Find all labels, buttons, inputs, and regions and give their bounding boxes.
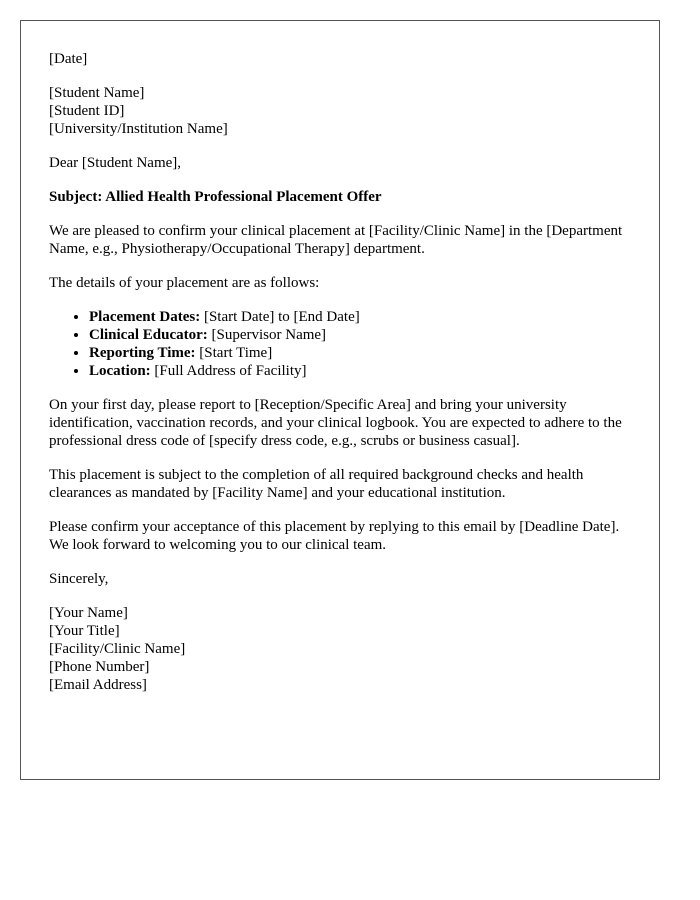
detail-label: Location:: [89, 363, 151, 379]
recipient-block: [49, 84, 631, 138]
intro-paragraph: We are pleased to confirm your clinical placement at [Facility/Clinic Name] in the [Department Name, e.g., Physiotherapy/Occupational Therapy] department.: [49, 223, 623, 257]
letter-page: [20, 20, 660, 780]
signature-title: [Your Title]: [49, 623, 120, 639]
letter-date: [Date]: [49, 51, 88, 67]
salutation: Dear [Student Name],: [49, 155, 182, 171]
recipient-id: [Student ID]: [49, 103, 125, 119]
signature-email: [Email Address]: [49, 677, 147, 693]
detail-item-location: [89, 362, 631, 380]
signature-block: [49, 604, 631, 694]
signature-name: [Your Name]: [49, 605, 128, 621]
conditions-paragraph: This placement is subject to the completion of all required background checks and health clearances as mandated by [Facility Name] and your educational institution.: [49, 467, 584, 501]
detail-item-dates: [89, 308, 631, 326]
detail-label: Clinical Educator:: [89, 327, 208, 343]
recipient-institution: [University/Institution Name]: [49, 121, 228, 137]
detail-value: [Start Date] to [End Date]: [200, 309, 360, 325]
detail-item-educator: [89, 326, 631, 344]
detail-label: Reporting Time:: [89, 345, 196, 361]
subject-line: Subject: Allied Health Professional Placement Offer: [49, 189, 382, 205]
first-day-paragraph: On your first day, please report to [Reception/Specific Area] and bring your university identification, vaccination records, and your clinical logbook. You are expected to adhere to the professional dress code of [specify dress code, e.g., scrubs or business casual].: [49, 397, 622, 449]
placement-details-list: [49, 308, 631, 380]
detail-value: [Supervisor Name]: [207, 327, 327, 343]
details-lead: The details of your placement are as follows:: [49, 275, 320, 291]
signature-facility: [Facility/Clinic Name]: [49, 641, 186, 657]
detail-label: Placement Dates:: [89, 309, 201, 325]
confirm-paragraph: Please confirm your acceptance of this placement by replying to this email by [Deadline Date]. We look forward to welcoming you to our clinical team.: [49, 519, 620, 553]
recipient-name: [Student Name]: [49, 85, 145, 101]
detail-item-reporting-time: [89, 344, 631, 362]
signature-phone: [Phone Number]: [49, 659, 150, 675]
detail-value: [Start Time]: [195, 345, 273, 361]
detail-value: [Full Address of Facility]: [150, 363, 307, 379]
closing: Sincerely,: [49, 571, 109, 587]
